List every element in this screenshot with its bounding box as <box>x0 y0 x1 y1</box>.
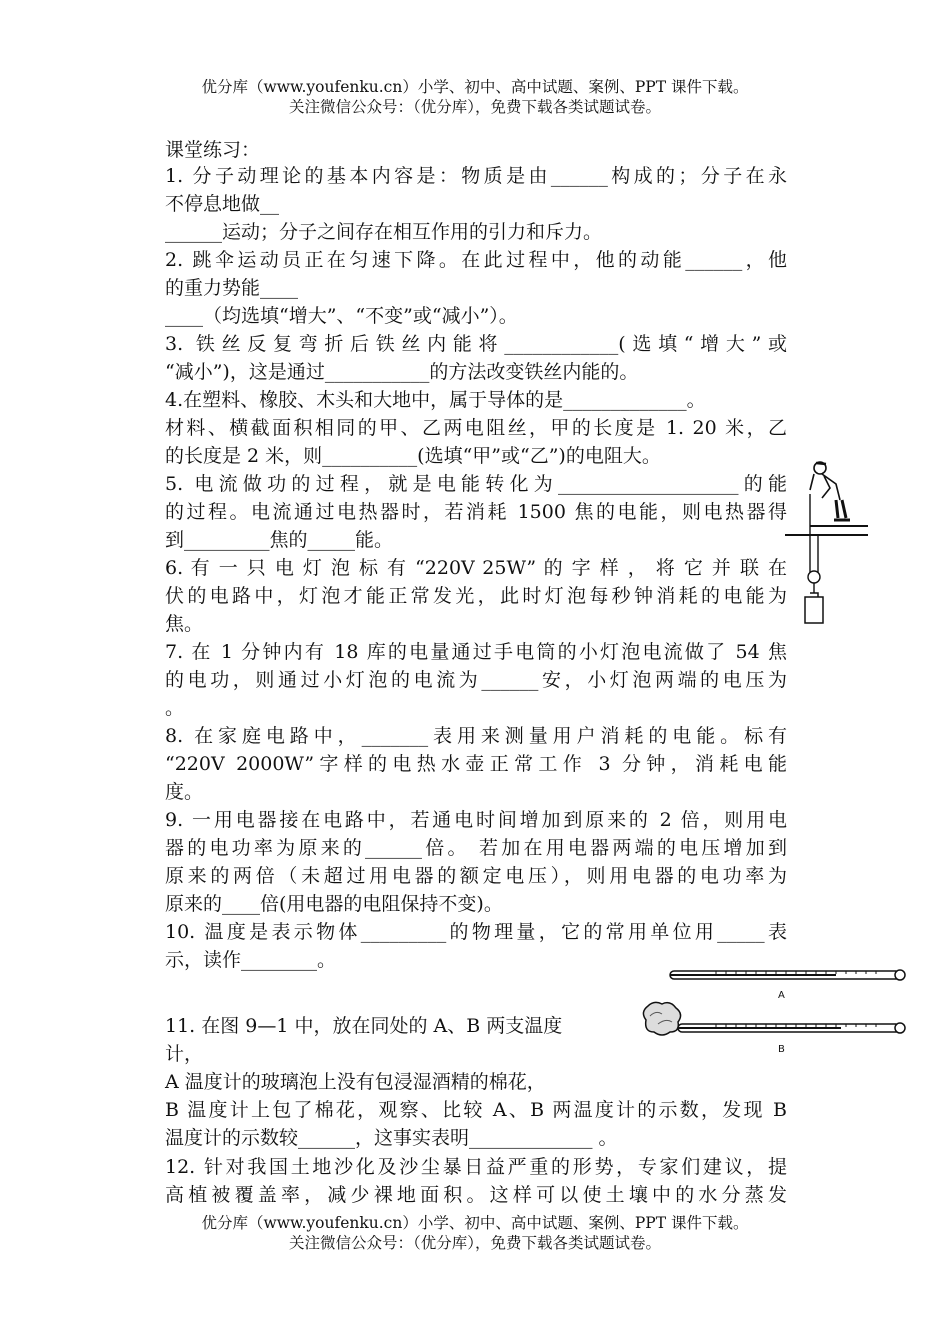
worker-icon <box>810 462 850 520</box>
q1-line: 不停息地做__ <box>165 193 280 215</box>
q1-line: ______运动；分子之间存在相互作用的引力和斥力。 <box>165 221 603 243</box>
q7-line: 7. 在 1 分钟内有 18 库的电量通过手电筒的小灯泡电流做了 54 焦 <box>165 641 787 663</box>
q7-line: 。 <box>165 697 185 719</box>
q9-line: 9. 一用电器接在电路中，若通电时间增加到原来的 2 倍，则用电 <box>165 809 787 831</box>
q11-line: B 温度计上包了棉花，观察、比较 A、B 两温度计的示数，发现 B <box>165 1099 787 1121</box>
q3-line: 3. 铁丝反复弯折后铁丝内能将____________(选填“增大”或 <box>165 333 787 355</box>
thermometer-figure <box>636 960 911 1060</box>
q4-line: 4.在塑料、橡胶、木头和大地中，属于导体的是_____________。 <box>165 389 706 411</box>
q4-line: 材料、横截面积相同的甲、乙两电阻丝，甲的长度是 1. 20 米，乙 <box>165 417 787 439</box>
q10-line: 示，读作________。 <box>165 949 337 971</box>
q10-line: 10. 温度是表示物体_________的物理量，它的常用单位用_____表 <box>165 921 787 943</box>
q8-line: 度。 <box>165 781 204 803</box>
header-line-1: 优分库（www.youfenku.cn）小学、初中、高中试题、案例、PPT 课件下载。 <box>201 78 749 96</box>
questions-block-3 <box>165 1153 787 1209</box>
q2-line: 2. 跳伞运动员正在匀速下降。在此过程中，他的动能______，他 <box>165 249 787 271</box>
ground-platform <box>785 526 868 535</box>
q5-line: 到_________焦的_____能。 <box>165 529 394 551</box>
q9-line: 原来的两倍（未超过用电器的额定电压），则用电器的电功率为 <box>165 865 787 887</box>
q3-line: “减小”)，这是通过___________的方法改变铁丝内能的。 <box>165 361 639 383</box>
q9-line: 原来的____倍(用电器的电阻保持不变)。 <box>165 893 503 915</box>
q11-line: A 温度计的玻璃泡上没有包浸湿酒精的棉花， <box>165 1071 546 1093</box>
q11-line: 计， <box>165 1043 204 1065</box>
q12-line: 高植被覆盖率，减少裸地面积。这样可以使土壤中的水分蒸发 <box>165 1184 787 1206</box>
cotton-ball <box>643 1002 680 1035</box>
thermometer-a <box>670 970 905 980</box>
footer-line-2: 关注微信公众号：（优分库），免费下载各类试题试卷。 <box>288 1234 661 1252</box>
q6-line: 6. 有 一 只 电 灯 泡 标 有 “220V 25W” 的 字 样 ， 将 它 并 联 在 <box>165 557 787 579</box>
weight-block <box>805 593 823 623</box>
q1-line: 1. 分子动理论的基本内容是：物质是由______构成的；分子在永 <box>165 165 787 187</box>
q9-line: 器的电功率为原来的______倍。 若加在用电器两端的电压增加到 <box>165 837 787 859</box>
pulley-worker-figure <box>780 460 875 630</box>
q2-line: 的重力势能____ <box>165 277 299 299</box>
label-b: B <box>778 1044 785 1055</box>
q6-line: 焦。 <box>165 613 204 635</box>
q8-line: 8. 在家庭电路中，_______表用来测量用户消耗的电能。标有 <box>165 725 787 747</box>
q8-line: “220V 2000W”字样的电热水壶正常工作 3 分钟，消耗电能 <box>165 753 787 775</box>
label-a: A <box>778 990 785 1001</box>
q5-line: 5. 电流做功的过程，就是电能转化为___________________的能 <box>165 473 787 495</box>
pulley-rope <box>808 494 820 593</box>
footer-line-1: 优分库（www.youfenku.cn）小学、初中、高中试题、案例、PPT 课件下载。 <box>201 1214 749 1232</box>
q11-line: 温度计的示数较______，这事实表明_____________ 。 <box>165 1127 618 1149</box>
q12-line: 12. 针对我国土地沙化及沙尘暴日益严重的形势，专家们建议，提 <box>165 1156 787 1178</box>
q4-line: 的长度是 2 米，则__________(选填“甲”或“乙”)的电阻大。 <box>165 445 661 467</box>
q7-line: 的电功，则通过小灯泡的电流为______安，小灯泡两端的电压为 <box>165 669 787 691</box>
q5-line: 的过程。电流通过电热器时，若消耗 1500 焦的电能，则电热器得 <box>165 501 787 523</box>
thermometer-b <box>643 1002 905 1035</box>
q6-line: 伏的电路中，灯泡才能正常发光，此时灯泡每秒钟消耗的电能为 <box>165 585 787 607</box>
q2-line: ____（均选填“增大”、“不变”或“减小”）。 <box>165 305 518 327</box>
q11-line: 11. 在图 9—1 中，放在同处的 A、B 两支温度 <box>165 1015 563 1037</box>
header-line-2: 关注微信公众号：（优分库），免费下载各类试题试卷。 <box>288 98 661 116</box>
questions-block-1 <box>165 162 787 974</box>
section-title: 课堂练习： <box>165 139 261 161</box>
